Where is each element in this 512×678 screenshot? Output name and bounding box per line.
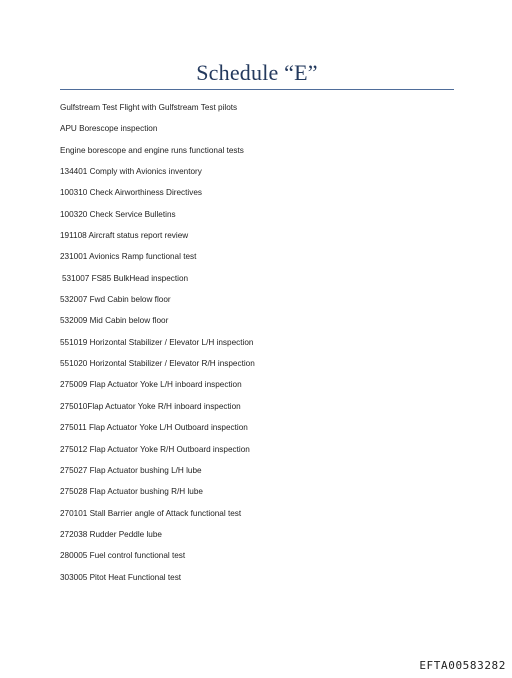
list-item: 275011 Flap Actuator Yoke L/H Outboard inspection	[60, 423, 248, 433]
list-item: 303005 Pitot Heat Functional test	[60, 572, 182, 582]
list-item: Engine borescope and engine runs functional tests	[60, 145, 244, 155]
list-item: 532007 Fwd Cabin below floor	[60, 295, 171, 305]
list-item: 275028 Flap Actuator bushing R/H lube	[60, 487, 203, 497]
title-underline	[60, 89, 454, 90]
list-item: 531007 FS85 BulkHead inspection	[62, 273, 189, 283]
list-item: 551020 Horizontal Stabilizer / Elevator R/H inspection	[60, 359, 255, 369]
schedule-item-list	[60, 101, 255, 592]
list-item: 275010Flap Actuator Yoke R/H inboard inspection	[60, 401, 241, 411]
list-item: 100310 Check Airworthiness Directives	[60, 188, 202, 198]
document-id-stamp: EFTA00583282	[419, 659, 506, 672]
list-item: 191108 Aircraft status report review	[60, 231, 189, 241]
list-item: 551019 Horizontal Stabilizer / Elevator L/H inspection	[60, 337, 254, 347]
list-item: 532009 Mid Cabin below floor	[60, 316, 169, 326]
page-title: Schedule “E”	[196, 60, 318, 85]
list-item: APU Borescope inspection	[60, 124, 158, 134]
list-item: 231001 Avionics Ramp functional test	[60, 252, 197, 262]
list-item: 275009 Flap Actuator Yoke L/H inboard inspection	[60, 380, 242, 390]
list-item: 272038 Rudder Peddle lube	[60, 529, 162, 539]
list-item: 280005 Fuel control functional test	[60, 551, 186, 561]
list-item: 134401 Comply with Avionics inventory	[60, 167, 202, 177]
list-item: 270101 Stall Barrier angle of Attack functional test	[60, 508, 242, 518]
list-item: 275012 Flap Actuator Yoke R/H Outboard inspection	[60, 444, 250, 454]
list-item: Gulfstream Test Flight with Gulfstream Test pilots	[60, 103, 238, 112]
list-item: 275027 Flap Actuator bushing L/H lube	[60, 465, 202, 475]
list-item: 100320 Check Service Bulletins	[60, 209, 176, 219]
